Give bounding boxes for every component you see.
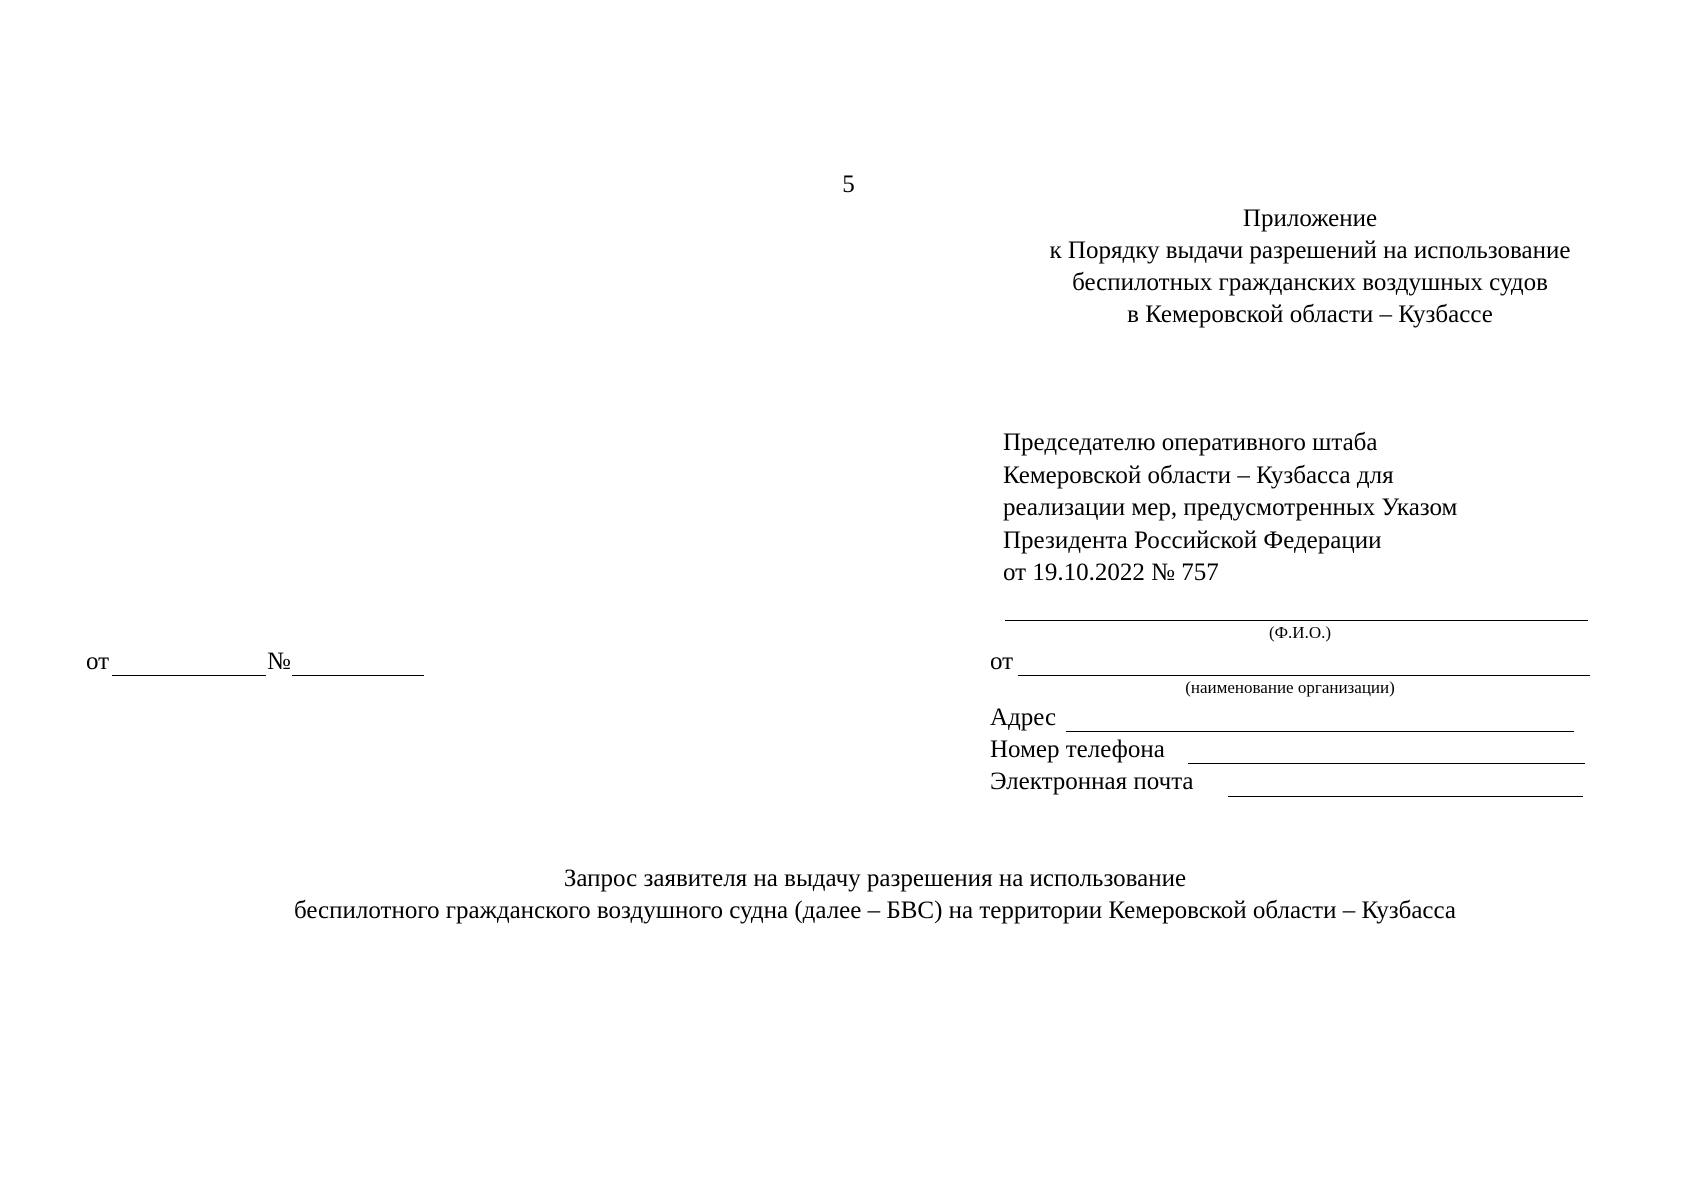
fio-blank-line[interactable] — [1005, 620, 1588, 621]
email-blank-line[interactable] — [1228, 796, 1583, 797]
addressee-line: от 19.10.2022 № 757 — [1003, 559, 1219, 586]
org-hint: (наименование организации) — [1185, 678, 1395, 697]
request-title — [0, 863, 1697, 927]
addressee-line: Председателю оперативного штаба — [1003, 429, 1378, 456]
outgoing-date-blank-line[interactable] — [112, 675, 266, 676]
addressee-line: реализации мер, предусмотренных Указом — [1003, 494, 1458, 521]
annex-line: Приложение — [1242, 205, 1378, 232]
phone-label: Номер телефона — [990, 736, 1165, 763]
fio-hint: (Ф.И.О.) — [1268, 623, 1332, 642]
addressee-line: Кемеровской области – Кузбасса для — [1003, 461, 1394, 489]
annex-line: в Кемеровской области – Кузбассе — [1127, 301, 1493, 328]
page-number: 5 — [842, 171, 855, 198]
address-label: Адрес — [990, 704, 1057, 731]
request-title-line: беспилотного гражданского воздушного судна (далее – БВС) на территории Кемеровской области – Кузбасса — [293, 897, 1457, 924]
outgoing-from-label: от — [86, 648, 110, 675]
annex-heading — [990, 203, 1630, 331]
email-label: Электронная почта — [990, 768, 1194, 795]
address-blank-line[interactable] — [1066, 731, 1574, 732]
outgoing-number-label: № — [267, 648, 291, 675]
request-title-line: Запрос заявителя на выдачу разрешения на использование — [563, 865, 1187, 892]
outgoing-number-blank-line[interactable] — [292, 675, 424, 676]
addressee-line: Президента Российской Федерации — [1003, 526, 1382, 554]
phone-blank-line[interactable] — [1188, 763, 1585, 764]
org-from-label: от — [990, 648, 1014, 675]
annex-line: беспилотных гражданских воздушных судов — [1072, 269, 1548, 296]
org-blank-line[interactable] — [1018, 675, 1590, 676]
annex-line: к Порядку выдачи разрешений на использование — [1049, 237, 1571, 264]
addressee-block — [1003, 427, 1603, 590]
